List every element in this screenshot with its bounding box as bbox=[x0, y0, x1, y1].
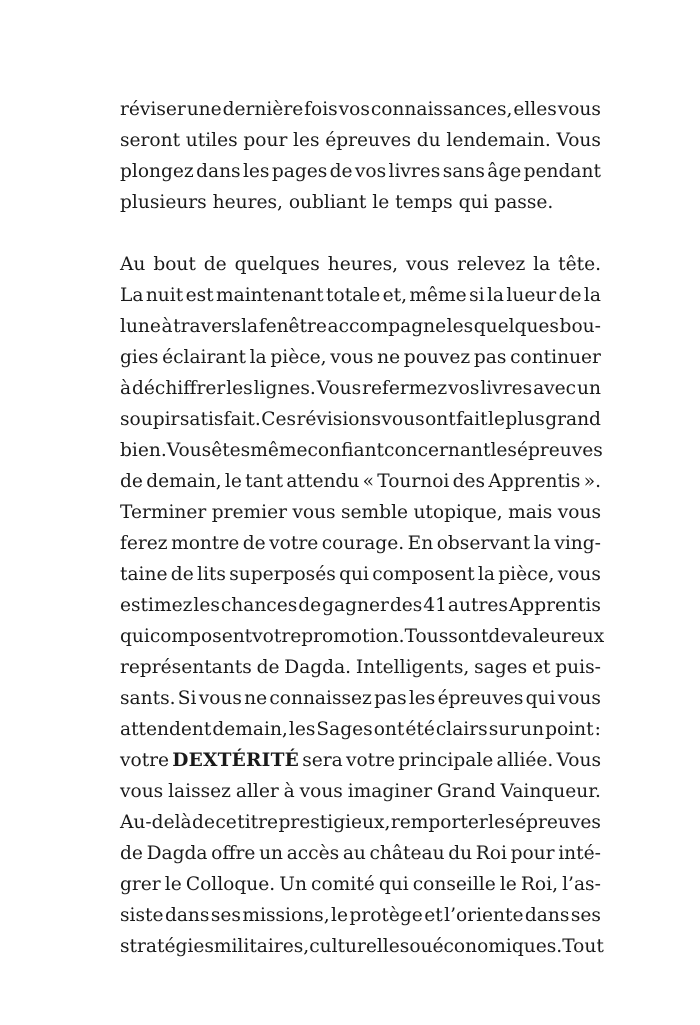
text-line: seront utiles pour les épreuves du lendemain. Vous bbox=[120, 130, 601, 151]
text-line: Terminer premier vous semble utopique, mais vous bbox=[120, 502, 601, 523]
text-line: de Dagda offre un accès au château du Roi pour inté- bbox=[120, 843, 601, 864]
text-line: sants. Si vous ne connaissez pas les épreuves qui vous bbox=[120, 688, 601, 709]
text-line: lune à travers la fenêtre accompagne les quelques bou- bbox=[120, 316, 601, 337]
text-line-dexterite: votre DEXTÉRITÉ sera votre principale alliée. Vous bbox=[120, 745, 601, 776]
paragraph-2-part-2 bbox=[120, 776, 604, 962]
text-line: plusieurs heures, oubliant le temps qui passe. bbox=[120, 192, 554, 213]
dexterite-keyword: DEXTÉRITÉ bbox=[172, 750, 299, 771]
text-line: grer le Colloque. Un comité qui conseille le Roi, l’as- bbox=[120, 874, 601, 895]
text-line: représentants de Dagda. Intelligents, sages et puis- bbox=[120, 657, 601, 678]
text-line: Au bout de quelques heures, vous relevez la tête. bbox=[120, 254, 601, 275]
paragraph-1 bbox=[120, 94, 601, 218]
paragraph-2-part-1 bbox=[120, 249, 605, 745]
paragraph-spacer bbox=[120, 218, 601, 249]
text-line: qui composent votre promotion. Tous sont de valeureux bbox=[120, 626, 605, 647]
text-line: de demain, le tant attendu « Tournoi des Apprentis ». bbox=[120, 471, 601, 492]
text-line: taine de lits superposés qui composent la pièce, vous bbox=[120, 564, 601, 585]
text-line: La nuit est maintenant totale et, même si la lueur de la bbox=[120, 285, 601, 306]
text-line: attendent demain, les Sages ont été clairs sur un point : bbox=[120, 719, 601, 740]
text-line: vous laissez aller à vous imaginer Grand Vainqueur. bbox=[120, 781, 601, 802]
text-line: Au-delà de ce titre prestigieux, remporter les épreuves bbox=[120, 812, 601, 833]
text-line: à déchiffrer les lignes. Vous refermez vos livres avec un bbox=[120, 378, 601, 399]
paragraph-2 bbox=[120, 249, 605, 962]
text-line: estimez les chances de gagner des 41 autres Apprentis bbox=[120, 595, 601, 616]
text-line: siste dans ses missions, le protège et l’oriente dans ses bbox=[120, 905, 601, 926]
text-line: bien. Vous êtes même confiant concernant les épreuves bbox=[120, 440, 603, 461]
text-line: gies éclairant la pièce, vous ne pouvez pas continuer bbox=[120, 347, 601, 368]
text-line: soupir satisfait. Ces révisions vous ont fait le plus grand bbox=[120, 409, 601, 430]
book-page bbox=[120, 94, 605, 962]
text-line: ferez montre de votre courage. En observant la ving- bbox=[120, 533, 601, 554]
text-line: réviser une dernière fois vos connaissances, elles vous bbox=[120, 99, 601, 120]
text-line: plongez dans les pages de vos livres sans âge pendant bbox=[120, 161, 601, 182]
text-line: stratégies militaires, culturelles ou économiques. Tout bbox=[120, 936, 604, 957]
